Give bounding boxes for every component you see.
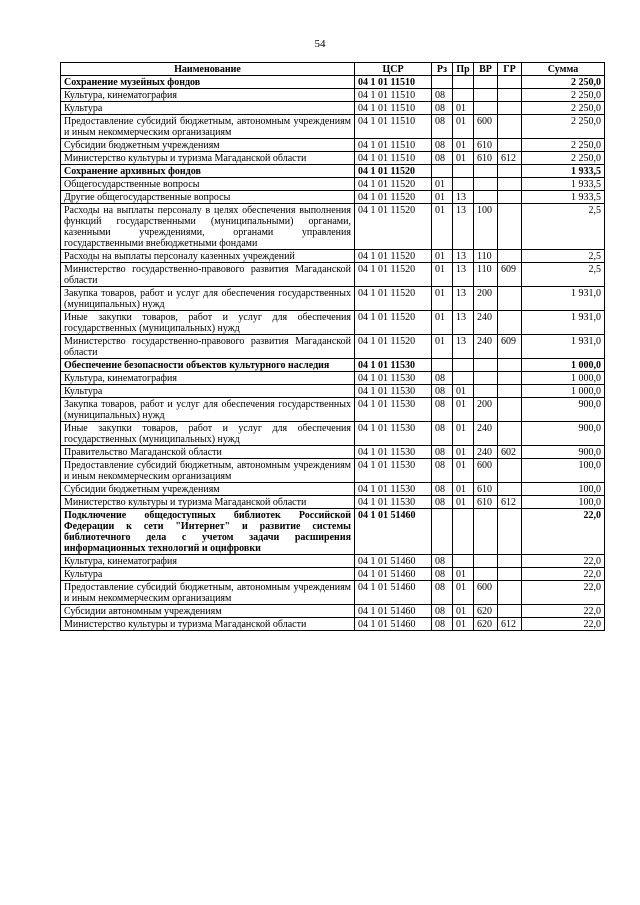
cell-sum: 2 250,0 bbox=[522, 102, 605, 115]
cell-gr bbox=[498, 250, 522, 263]
table-body bbox=[61, 76, 605, 631]
cell-gr bbox=[498, 459, 522, 483]
cell-name: Субсидии бюджетным учреждениям bbox=[61, 139, 355, 152]
cell-csr: 04 1 01 11510 bbox=[355, 152, 432, 165]
cell-sum: 2 250,0 bbox=[522, 115, 605, 139]
cell-gr bbox=[498, 359, 522, 372]
table-row bbox=[61, 568, 605, 581]
cell-csr: 04 1 01 51460 bbox=[355, 555, 432, 568]
cell-rz: 08 bbox=[432, 555, 453, 568]
cell-csr: 04 1 01 11530 bbox=[355, 359, 432, 372]
header-csr: ЦСР bbox=[355, 63, 432, 76]
table-row bbox=[61, 335, 605, 359]
cell-pr: 13 bbox=[453, 311, 474, 335]
cell-csr: 04 1 01 51460 bbox=[355, 618, 432, 631]
cell-sum: 22,0 bbox=[522, 618, 605, 631]
table-row bbox=[61, 263, 605, 287]
table-row bbox=[61, 178, 605, 191]
cell-pr: 01 bbox=[453, 459, 474, 483]
header-pr: Пр bbox=[453, 63, 474, 76]
cell-rz: 08 bbox=[432, 618, 453, 631]
cell-name: Культура, кинематография bbox=[61, 555, 355, 568]
cell-gr bbox=[498, 204, 522, 250]
cell-pr: 01 bbox=[453, 605, 474, 618]
cell-csr: 04 1 01 51460 bbox=[355, 568, 432, 581]
cell-csr: 04 1 01 11530 bbox=[355, 446, 432, 459]
cell-rz: 01 bbox=[432, 335, 453, 359]
cell-gr: 612 bbox=[498, 618, 522, 631]
cell-sum: 22,0 bbox=[522, 581, 605, 605]
cell-rz bbox=[432, 509, 453, 555]
cell-gr bbox=[498, 372, 522, 385]
cell-vr: 240 bbox=[474, 422, 498, 446]
cell-csr: 04 1 01 11520 bbox=[355, 178, 432, 191]
cell-name: Предоставление субсидий бюджетным, автономным учреждениям и иным некоммерческим организациям bbox=[61, 115, 355, 139]
cell-gr bbox=[498, 139, 522, 152]
cell-pr: 01 bbox=[453, 581, 474, 605]
cell-csr: 04 1 01 11520 bbox=[355, 191, 432, 204]
table-row bbox=[61, 191, 605, 204]
cell-vr: 610 bbox=[474, 139, 498, 152]
cell-vr bbox=[474, 89, 498, 102]
cell-pr: 01 bbox=[453, 139, 474, 152]
table-header-row bbox=[61, 63, 605, 76]
cell-pr bbox=[453, 555, 474, 568]
cell-vr bbox=[474, 165, 498, 178]
cell-vr: 200 bbox=[474, 287, 498, 311]
cell-pr: 13 bbox=[453, 335, 474, 359]
cell-rz: 08 bbox=[432, 89, 453, 102]
cell-gr bbox=[498, 581, 522, 605]
table-row bbox=[61, 446, 605, 459]
cell-vr: 240 bbox=[474, 335, 498, 359]
cell-name: Министерство культуры и туризма Магаданской области bbox=[61, 152, 355, 165]
cell-gr bbox=[498, 483, 522, 496]
cell-sum: 1 931,0 bbox=[522, 287, 605, 311]
cell-csr: 04 1 01 11510 bbox=[355, 115, 432, 139]
cell-csr: 04 1 01 11530 bbox=[355, 372, 432, 385]
cell-vr bbox=[474, 76, 498, 89]
cell-name: Правительство Магаданской области bbox=[61, 446, 355, 459]
table-row bbox=[61, 165, 605, 178]
table-row bbox=[61, 250, 605, 263]
table-row bbox=[61, 372, 605, 385]
cell-rz bbox=[432, 76, 453, 89]
cell-vr: 240 bbox=[474, 311, 498, 335]
cell-csr: 04 1 01 11520 bbox=[355, 287, 432, 311]
cell-csr: 04 1 01 11530 bbox=[355, 422, 432, 446]
header-sum: Сумма bbox=[522, 63, 605, 76]
cell-sum: 1 933,5 bbox=[522, 165, 605, 178]
cell-pr bbox=[453, 509, 474, 555]
cell-sum: 2 250,0 bbox=[522, 152, 605, 165]
cell-gr bbox=[498, 191, 522, 204]
cell-name: Обеспечение безопасности объектов культурного наследия bbox=[61, 359, 355, 372]
table-row bbox=[61, 581, 605, 605]
cell-vr: 600 bbox=[474, 581, 498, 605]
table-row bbox=[61, 287, 605, 311]
cell-sum: 2 250,0 bbox=[522, 89, 605, 102]
table-row bbox=[61, 422, 605, 446]
cell-vr bbox=[474, 509, 498, 555]
cell-name: Расходы на выплаты персоналу в целях обеспечения выполнения функций государственными (муниципальными) органами, казенными учреждениями, органами управления государственными внебюджетными фондами bbox=[61, 204, 355, 250]
cell-sum: 1 933,5 bbox=[522, 191, 605, 204]
cell-pr bbox=[453, 89, 474, 102]
cell-vr: 610 bbox=[474, 496, 498, 509]
cell-name: Министерство культуры и туризма Магаданской области bbox=[61, 618, 355, 631]
budget-table bbox=[60, 62, 605, 631]
cell-pr bbox=[453, 76, 474, 89]
cell-name: Министерство государственно-правового развития Магаданской области bbox=[61, 263, 355, 287]
cell-name: Другие общегосударственные вопросы bbox=[61, 191, 355, 204]
cell-sum: 1 931,0 bbox=[522, 335, 605, 359]
cell-rz: 08 bbox=[432, 483, 453, 496]
cell-sum: 22,0 bbox=[522, 568, 605, 581]
cell-pr bbox=[453, 178, 474, 191]
table-row bbox=[61, 509, 605, 555]
cell-csr: 04 1 01 11530 bbox=[355, 385, 432, 398]
cell-csr: 04 1 01 11520 bbox=[355, 204, 432, 250]
cell-vr bbox=[474, 385, 498, 398]
cell-vr: 620 bbox=[474, 618, 498, 631]
cell-rz: 08 bbox=[432, 496, 453, 509]
cell-vr bbox=[474, 568, 498, 581]
cell-name: Культура bbox=[61, 568, 355, 581]
cell-rz: 08 bbox=[432, 152, 453, 165]
cell-name: Закупка товаров, работ и услуг для обеспечения государственных (муниципальных) нужд bbox=[61, 287, 355, 311]
cell-pr bbox=[453, 359, 474, 372]
cell-vr: 240 bbox=[474, 446, 498, 459]
cell-vr bbox=[474, 359, 498, 372]
cell-sum: 22,0 bbox=[522, 555, 605, 568]
cell-pr: 01 bbox=[453, 152, 474, 165]
page-number: 54 bbox=[314, 38, 326, 50]
cell-csr: 04 1 01 11510 bbox=[355, 76, 432, 89]
cell-name: Подключение общедоступных библиотек Российской Федерации к сети "Интернет" и развитие системы библиотечного дела с учетом задачи расширения информационных технологий и оцифровки bbox=[61, 509, 355, 555]
cell-rz: 01 bbox=[432, 250, 453, 263]
cell-name: Культура bbox=[61, 385, 355, 398]
cell-gr bbox=[498, 89, 522, 102]
cell-pr bbox=[453, 165, 474, 178]
cell-gr bbox=[498, 555, 522, 568]
cell-csr: 04 1 01 11520 bbox=[355, 311, 432, 335]
table-row bbox=[61, 89, 605, 102]
cell-name: Расходы на выплаты персоналу казенных учреждений bbox=[61, 250, 355, 263]
cell-gr: 602 bbox=[498, 446, 522, 459]
cell-pr: 01 bbox=[453, 446, 474, 459]
cell-pr: 13 bbox=[453, 204, 474, 250]
cell-pr: 01 bbox=[453, 115, 474, 139]
table-row bbox=[61, 385, 605, 398]
cell-rz: 08 bbox=[432, 605, 453, 618]
cell-rz: 08 bbox=[432, 115, 453, 139]
cell-name: Министерство государственно-правового развития Магаданской области bbox=[61, 335, 355, 359]
cell-csr: 04 1 01 51460 bbox=[355, 581, 432, 605]
cell-name: Сохранение архивных фондов bbox=[61, 165, 355, 178]
cell-rz: 08 bbox=[432, 422, 453, 446]
cell-sum: 1 933,5 bbox=[522, 178, 605, 191]
cell-csr: 04 1 01 11530 bbox=[355, 483, 432, 496]
cell-vr bbox=[474, 555, 498, 568]
table-row bbox=[61, 459, 605, 483]
cell-vr: 200 bbox=[474, 398, 498, 422]
table-row bbox=[61, 139, 605, 152]
cell-pr: 13 bbox=[453, 250, 474, 263]
cell-pr: 01 bbox=[453, 618, 474, 631]
cell-csr: 04 1 01 11520 bbox=[355, 250, 432, 263]
cell-gr bbox=[498, 398, 522, 422]
cell-rz: 01 bbox=[432, 263, 453, 287]
cell-csr: 04 1 01 11530 bbox=[355, 496, 432, 509]
cell-sum: 1 000,0 bbox=[522, 385, 605, 398]
cell-rz bbox=[432, 165, 453, 178]
cell-csr: 04 1 01 11510 bbox=[355, 89, 432, 102]
table-row bbox=[61, 398, 605, 422]
table-row bbox=[61, 152, 605, 165]
cell-vr: 610 bbox=[474, 152, 498, 165]
table-row bbox=[61, 359, 605, 372]
cell-rz: 08 bbox=[432, 568, 453, 581]
cell-vr: 600 bbox=[474, 459, 498, 483]
cell-name: Министерство культуры и туризма Магаданской области bbox=[61, 496, 355, 509]
cell-csr: 04 1 01 11530 bbox=[355, 398, 432, 422]
cell-sum: 2,5 bbox=[522, 250, 605, 263]
cell-vr: 610 bbox=[474, 483, 498, 496]
cell-name: Предоставление субсидий бюджетным, автономным учреждениям и иным некоммерческим организациям bbox=[61, 459, 355, 483]
cell-csr: 04 1 01 11510 bbox=[355, 102, 432, 115]
cell-sum: 1 931,0 bbox=[522, 311, 605, 335]
cell-sum: 1 000,0 bbox=[522, 359, 605, 372]
cell-rz: 01 bbox=[432, 287, 453, 311]
cell-name: Иные закупки товаров, работ и услуг для обеспечения государственных (муниципальных) нужд bbox=[61, 422, 355, 446]
cell-rz bbox=[432, 359, 453, 372]
cell-pr: 13 bbox=[453, 263, 474, 287]
cell-sum: 900,0 bbox=[522, 446, 605, 459]
cell-rz: 08 bbox=[432, 139, 453, 152]
cell-name: Сохранение музейных фондов bbox=[61, 76, 355, 89]
cell-pr: 01 bbox=[453, 102, 474, 115]
cell-pr: 01 bbox=[453, 422, 474, 446]
cell-pr: 01 bbox=[453, 483, 474, 496]
cell-csr: 04 1 01 11520 bbox=[355, 165, 432, 178]
cell-rz: 01 bbox=[432, 204, 453, 250]
cell-name: Общегосударственные вопросы bbox=[61, 178, 355, 191]
cell-sum: 22,0 bbox=[522, 605, 605, 618]
cell-pr: 01 bbox=[453, 568, 474, 581]
table-row bbox=[61, 618, 605, 631]
cell-vr bbox=[474, 102, 498, 115]
cell-sum: 100,0 bbox=[522, 483, 605, 496]
header-name: Наименование bbox=[61, 63, 355, 76]
cell-vr: 110 bbox=[474, 263, 498, 287]
cell-gr: 612 bbox=[498, 152, 522, 165]
cell-sum: 100,0 bbox=[522, 459, 605, 483]
cell-gr: 609 bbox=[498, 335, 522, 359]
cell-name: Субсидии бюджетным учреждениям bbox=[61, 483, 355, 496]
cell-pr: 13 bbox=[453, 191, 474, 204]
header-vr: ВР bbox=[474, 63, 498, 76]
table-row bbox=[61, 496, 605, 509]
table-row bbox=[61, 76, 605, 89]
cell-sum: 2,5 bbox=[522, 263, 605, 287]
cell-csr: 04 1 01 51460 bbox=[355, 605, 432, 618]
cell-vr: 110 bbox=[474, 250, 498, 263]
cell-sum: 2,5 bbox=[522, 204, 605, 250]
cell-sum: 2 250,0 bbox=[522, 76, 605, 89]
cell-gr bbox=[498, 605, 522, 618]
cell-rz: 01 bbox=[432, 178, 453, 191]
table-row bbox=[61, 555, 605, 568]
cell-vr bbox=[474, 191, 498, 204]
table-row bbox=[61, 605, 605, 618]
cell-sum: 900,0 bbox=[522, 398, 605, 422]
cell-rz: 08 bbox=[432, 372, 453, 385]
cell-rz: 08 bbox=[432, 459, 453, 483]
cell-name: Культура bbox=[61, 102, 355, 115]
cell-pr: 01 bbox=[453, 398, 474, 422]
cell-rz: 08 bbox=[432, 385, 453, 398]
cell-rz: 01 bbox=[432, 191, 453, 204]
cell-vr: 100 bbox=[474, 204, 498, 250]
header-gr: ГР bbox=[498, 63, 522, 76]
cell-name: Иные закупки товаров, работ и услуг для обеспечения государственных (муниципальных) нужд bbox=[61, 311, 355, 335]
cell-csr: 04 1 01 11520 bbox=[355, 263, 432, 287]
cell-gr bbox=[498, 165, 522, 178]
cell-gr: 612 bbox=[498, 496, 522, 509]
cell-name: Субсидии автономным учреждениям bbox=[61, 605, 355, 618]
table-row bbox=[61, 102, 605, 115]
cell-name: Культура, кинематография bbox=[61, 372, 355, 385]
cell-pr bbox=[453, 372, 474, 385]
cell-gr bbox=[498, 102, 522, 115]
cell-name: Предоставление субсидий бюджетным, автономным учреждениям и иным некоммерческим организациям bbox=[61, 581, 355, 605]
table-row bbox=[61, 311, 605, 335]
cell-vr bbox=[474, 178, 498, 191]
cell-gr bbox=[498, 385, 522, 398]
cell-sum: 900,0 bbox=[522, 422, 605, 446]
cell-rz: 08 bbox=[432, 398, 453, 422]
cell-gr bbox=[498, 311, 522, 335]
cell-gr bbox=[498, 287, 522, 311]
table-row bbox=[61, 204, 605, 250]
cell-gr bbox=[498, 115, 522, 139]
cell-name: Закупка товаров, работ и услуг для обеспечения государственных (муниципальных) нужд bbox=[61, 398, 355, 422]
cell-vr: 600 bbox=[474, 115, 498, 139]
cell-name: Культура, кинематография bbox=[61, 89, 355, 102]
cell-gr bbox=[498, 568, 522, 581]
cell-csr: 04 1 01 11520 bbox=[355, 335, 432, 359]
cell-csr: 04 1 01 11530 bbox=[355, 459, 432, 483]
cell-rz: 01 bbox=[432, 311, 453, 335]
cell-rz: 08 bbox=[432, 102, 453, 115]
cell-rz: 08 bbox=[432, 446, 453, 459]
cell-sum: 100,0 bbox=[522, 496, 605, 509]
cell-vr bbox=[474, 372, 498, 385]
cell-pr: 13 bbox=[453, 287, 474, 311]
cell-vr: 620 bbox=[474, 605, 498, 618]
table-row bbox=[61, 483, 605, 496]
cell-sum: 1 000,0 bbox=[522, 372, 605, 385]
cell-gr bbox=[498, 509, 522, 555]
cell-gr bbox=[498, 76, 522, 89]
cell-csr: 04 1 01 11510 bbox=[355, 139, 432, 152]
header-rz: Рз bbox=[432, 63, 453, 76]
cell-gr bbox=[498, 422, 522, 446]
cell-pr: 01 bbox=[453, 385, 474, 398]
cell-csr: 04 1 01 51460 bbox=[355, 509, 432, 555]
cell-sum: 2 250,0 bbox=[522, 139, 605, 152]
cell-gr: 609 bbox=[498, 263, 522, 287]
cell-gr bbox=[498, 178, 522, 191]
cell-pr: 01 bbox=[453, 496, 474, 509]
table-row bbox=[61, 115, 605, 139]
cell-rz: 08 bbox=[432, 581, 453, 605]
cell-sum: 22,0 bbox=[522, 509, 605, 555]
